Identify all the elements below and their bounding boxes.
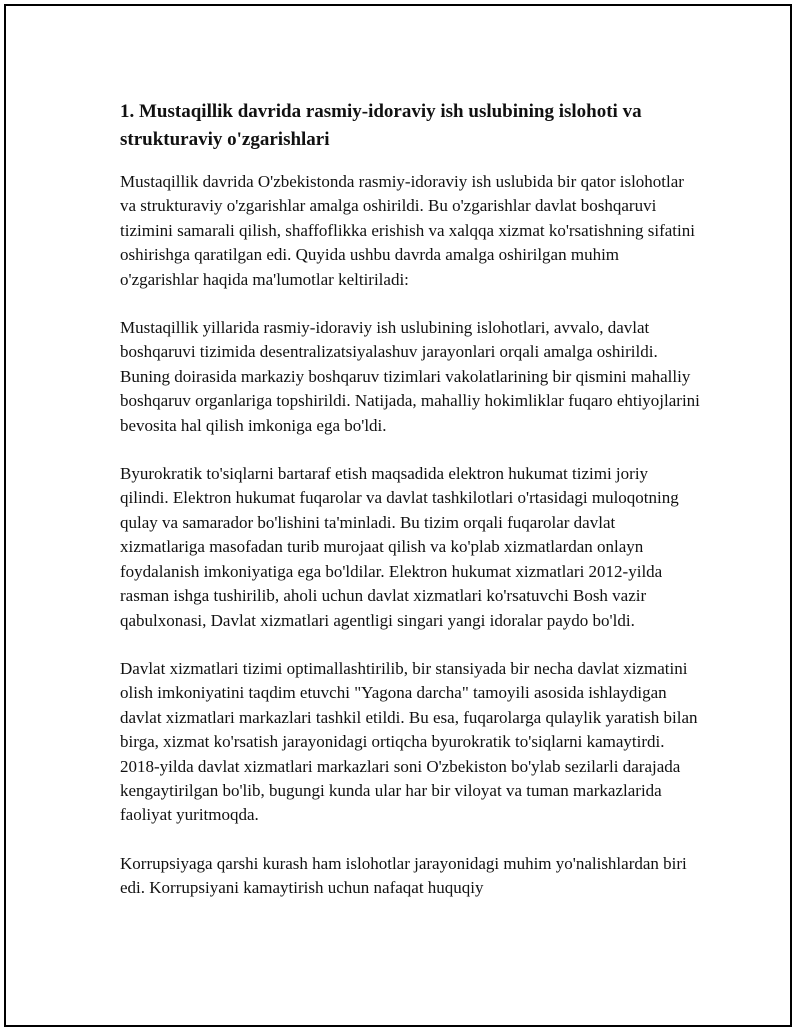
paragraph-public-services: Davlat xizmatlari tizimi optimallashtirilib, bir stansiyada bir necha davlat xizmatini olish imkoniyatini taqdim etuvchi "Yagona darcha" tamoyili asosida ishlaydigan davlat xizmatlari markazlari tashkil etildi. Bu esa, fuqarolarga qulaylik yaratish bilan birga, xizmat ko'rsatish jarayonidagi ortiqcha byurokratik to'siqlarni kamaytirdi. 2018-yilda davlat xizmatlari markazlari soni O'zbekiston bo'ylab sezilarli darajada kengaytirilgan bo'lib, bugungi kunda ular har bir viloyat va tuman markazlarida faoliyat yuritmoqda.	[120, 658, 698, 825]
paragraph-anti-corruption: Korrupsiyaga qarshi kurash ham islohotlar jarayonidagi muhim yo'nalishlardan biri edi. Korrupsiyani kamaytirish uchun nafaqat huquqiy	[120, 853, 687, 898]
paragraph-e-government: Byurokratik to'siqlarni bartaraf etish maqsadida elektron hukumat tizimi joriy qilindi. Elektron hukumat fuqarolar va davlat tashkilotlari o'rtasidagi muloqotning qulay va samarador bo'lishini ta'minladi. Bu tizim orqali fuqarolar davlat xizmatlariga masofadan turib murojaat qilish va ko'plab xizmatlardan onlayn foydalanish imkoniyatiga ega bo'ldilar. Elektron hukumat xizmatlari 2012-yilda rasman ishga tushirilib, aholi uchun davlat xizmatlari ko'rsatuvchi Bosh vazir qabulxonasi, Davlat xizmatlari agentligi singari yangi idoralar paydo bo'ldi.	[120, 464, 679, 630]
section-heading: 1. Mustaqillik davrida rasmiy-idoraviy ish uslubining islohoti va strukturaviy o'zgarishlari	[120, 101, 642, 150]
paragraph-decentralization: Mustaqillik yillarida rasmiy-idoraviy ish uslubining islohotlari, avvalo, davlat boshqaruvi tizimida desentralizatsiyalashuv jarayonlari orqali amalga oshirildi. Buning doirasida markaziy boshqaruv tizimlari vakolatlarining bir qismini mahalliy boshqaruv organlariga topshirildi. Natijada, mahalliy hokimliklar fuqaro ehtiyojlarini bevosita hal qilish imkoniga ega bo'ldi.	[120, 318, 700, 435]
paragraph-intro: Mustaqillik davrida O'zbekistonda rasmiy-idoraviy ish uslubida bir qator islohotlar va strukturaviy o'zgarishlar amalga oshirildi. Bu o'zgarishlar davlat boshqaruvi tizimini samarali qilish, shaffoflikka erishish va xalqqa xizmat ko'rsatishning sifatini oshirishga qaratilgan edi. Quyida ushbu davrda amalga oshirilgan muhim o'zgarishlar haqida ma'lumotlar keltiriladi:	[120, 172, 695, 289]
document-body	[120, 98, 700, 901]
page-frame	[4, 4, 792, 1027]
